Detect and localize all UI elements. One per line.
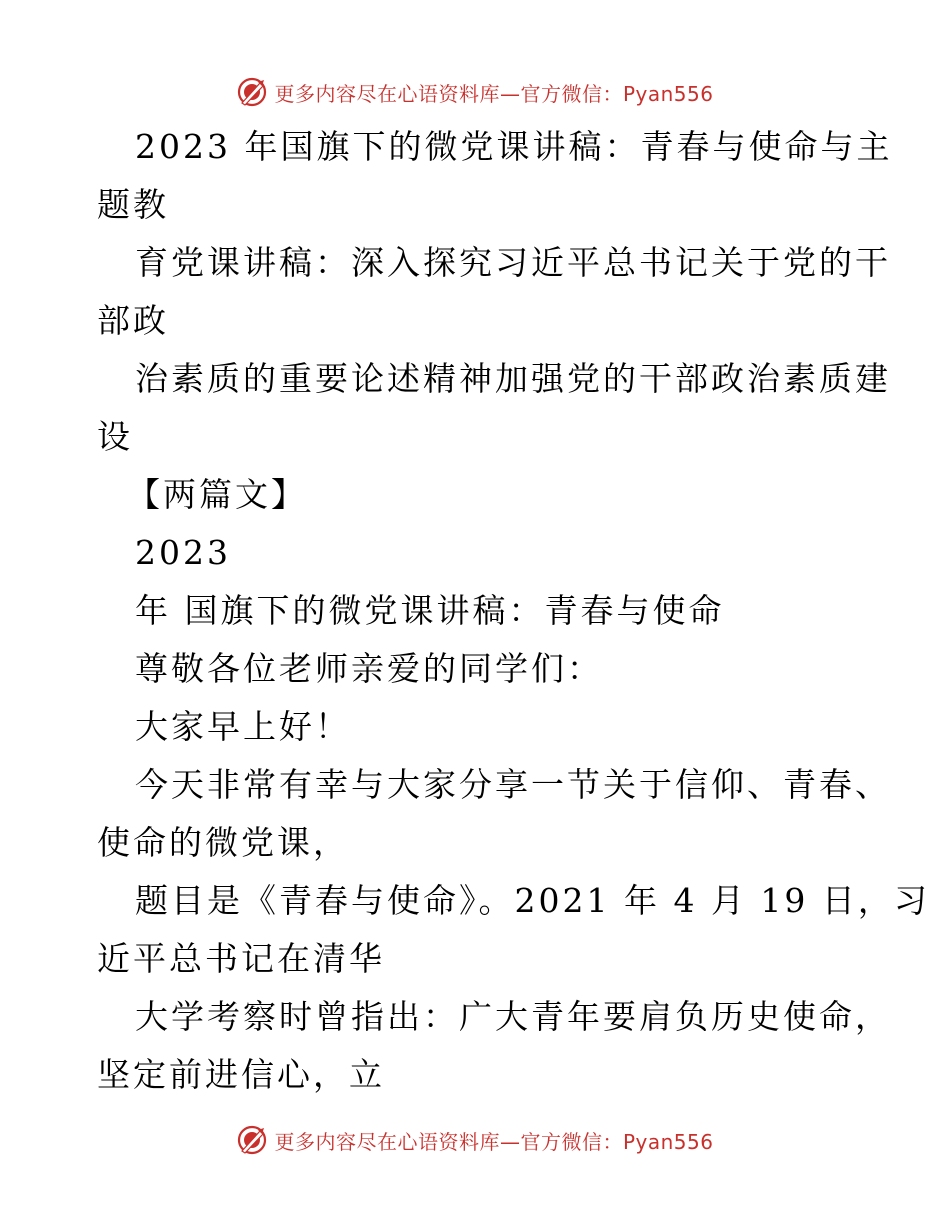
pen-logo-icon bbox=[236, 76, 268, 108]
footer-watermark bbox=[0, 1120, 950, 1160]
text-line: 尊敬各位老师亲爱的同学们： bbox=[135, 649, 603, 688]
watermark-text: 更多内容尽在心语资料库—官方微信：Pyan556 bbox=[274, 1129, 714, 1154]
text-line: 大家早上好！ bbox=[135, 707, 351, 746]
text-line: 使命的微党课， bbox=[97, 823, 349, 862]
text-line: 坚定前进信心，立 bbox=[97, 1055, 385, 1094]
text-line: 题目是《青春与使命》。2021 年 4 月 19 日，习 bbox=[135, 881, 930, 920]
text-line: 育党课讲稿：深入探究习近平总书记关于党的干 bbox=[135, 243, 891, 282]
text-line: 设 bbox=[97, 417, 133, 456]
text-line: 大学考察时曾指出：广大青年要肩负历史使命， bbox=[135, 997, 891, 1036]
text-line: 治素质的重要论述精神加强党的干部政治素质建 bbox=[135, 359, 891, 398]
text-line: 年 国旗下的微党课讲稿：青春与使命 bbox=[135, 591, 725, 630]
watermark-text: 更多内容尽在心语资料库—官方微信：Pyan556 bbox=[274, 81, 714, 106]
text-line: 题教 bbox=[97, 185, 169, 224]
text-line: 部政 bbox=[97, 301, 169, 340]
header-watermark bbox=[0, 72, 950, 112]
text-line: 2023 年国旗下的微党课讲稿：青春与使命与主 bbox=[135, 127, 893, 166]
text-line: 近平总书记在清华 bbox=[97, 939, 385, 978]
text-line: 2023 bbox=[135, 533, 231, 572]
section-heading: 【两篇文】 bbox=[127, 475, 307, 514]
text-line: 今天非常有幸与大家分享一节关于信仰、青春、 bbox=[135, 765, 891, 804]
pen-logo-icon bbox=[236, 1124, 268, 1156]
document-body bbox=[97, 118, 930, 1104]
